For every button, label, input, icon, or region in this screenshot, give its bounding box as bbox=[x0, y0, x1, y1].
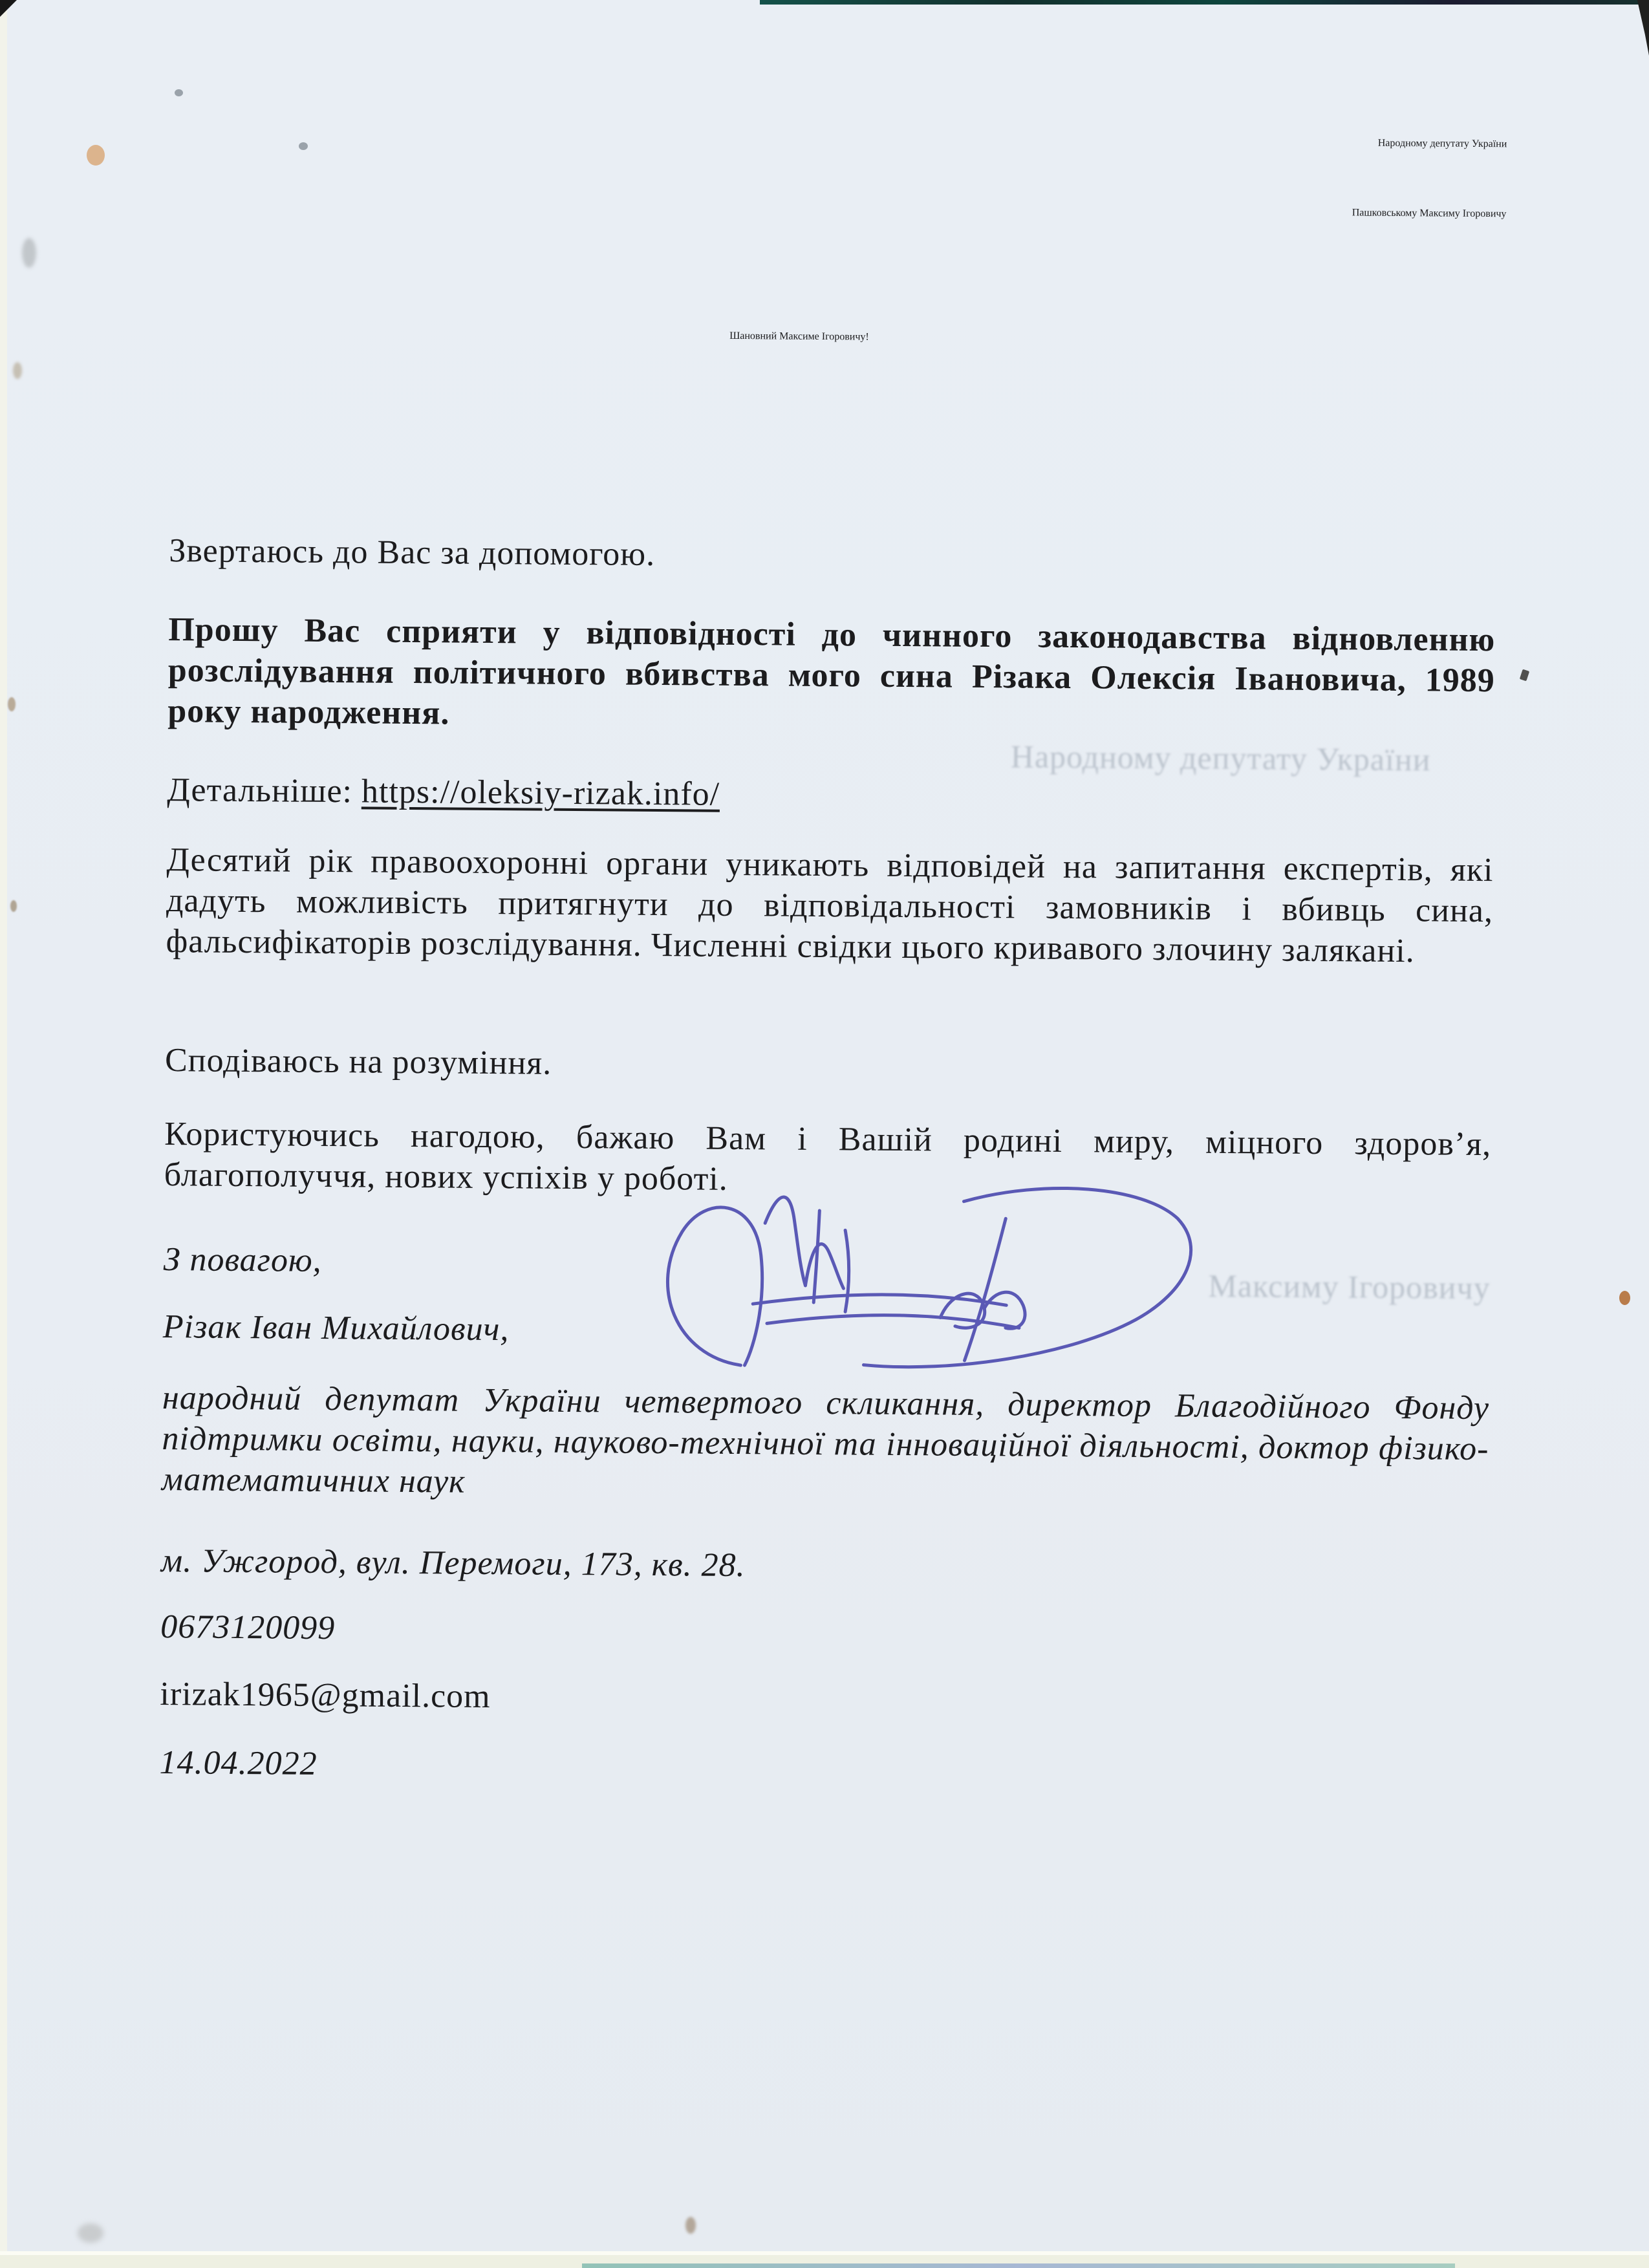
bleedthrough-text-1: Народному депутату України bbox=[1010, 738, 1431, 778]
paragraph-details bbox=[167, 770, 1494, 821]
handwritten-signature-icon bbox=[590, 1169, 1252, 1387]
details-label: Детальніше: bbox=[167, 772, 362, 810]
paragraph-hope: Сподіваюсь на розуміння. bbox=[164, 1042, 552, 1082]
paragraph-investigation: Десятий рік правоохоронні органи уникають відповідей на запитання експертів, які дадуть можливість притягнути до відповідальності замовників і вбивць сина, фальсифікаторів розслідування. Численні свідки цього кривавого злочину залякані. bbox=[166, 841, 1494, 970]
recipient-line-1: Народному депутату України bbox=[1377, 137, 1507, 150]
scanner-edge-top bbox=[760, 0, 1649, 5]
signoff-phone: 0673120099 bbox=[160, 1608, 336, 1647]
signoff-date: 14.04.2022 bbox=[159, 1744, 318, 1782]
salutation: Шановний Максиме Ігоровичу! bbox=[729, 330, 869, 343]
bleedthrough-text-2: Максиму Ігоровичу bbox=[1208, 1267, 1491, 1306]
recipient-line-2: Пашковському Максиму Ігоровичу bbox=[1352, 207, 1507, 220]
paragraph-appeal: Звертаюсь до Вас за допомогою. bbox=[169, 532, 656, 573]
details-link[interactable]: https://oleksiy-rizak.info/ bbox=[361, 773, 720, 813]
paragraph-wishes: Користуючись нагодою, бажаю Вам і Вашій родині миру, міцного здоров’я, благополуччя, нових успіхів у роботі. bbox=[164, 1116, 1492, 1198]
signoff-address: м. Ужгород, вул. Перемоги, 173, кв. 28. bbox=[160, 1542, 746, 1584]
paragraph-request: Прошу Вас сприяти у відповідності до чинного законодавства відновленню розслідування політичного вбивства мого сина Різака Олексія Івановича, 1989 року народження. bbox=[167, 611, 1496, 732]
signoff-email: irizak1965@gmail.com bbox=[160, 1676, 491, 1716]
signoff-regards: З повагою, bbox=[163, 1241, 322, 1279]
signoff-name: Різак Іван Михайлович, bbox=[162, 1308, 510, 1348]
signoff-title: народний депутат України четвертого скликання, директор Благодійного Фонду підтримки освіти, науки, науково-технічної та інноваційної діяльності, доктор фізико-математичних наук bbox=[161, 1379, 1490, 1500]
